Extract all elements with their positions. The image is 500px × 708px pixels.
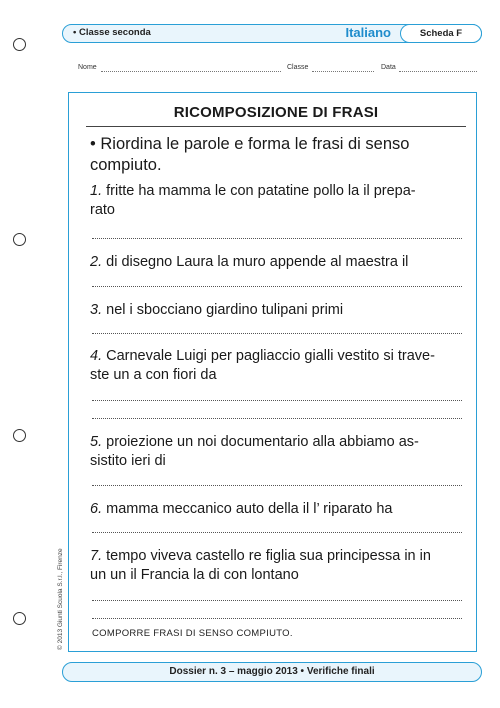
item-words: mamma meccanico auto della il l’ riparato ha	[106, 501, 393, 517]
exercise-item-5	[90, 433, 464, 471]
item-number: 1.	[90, 183, 103, 199]
item-words-cont: ste un a con fiori da	[90, 367, 217, 383]
answer-line[interactable]	[92, 286, 462, 287]
sheet-badge: Scheda F	[400, 24, 482, 43]
answer-line[interactable]	[92, 600, 462, 601]
footer-bar: Dossier n. 3 – maggio 2013 • Verifiche finali	[62, 662, 482, 682]
answer-line[interactable]	[92, 532, 462, 533]
exercise-item-1	[90, 182, 464, 220]
item-words: fritte ha mamma le con patatine pollo la il prepa-	[106, 183, 416, 199]
class-label: • Classe seconda	[73, 27, 151, 38]
item-number: 4.	[90, 348, 103, 364]
item-number: 7.	[90, 548, 103, 564]
name-field-line[interactable]	[101, 71, 281, 72]
item-words: proiezione un noi documentario alla abbiamo as-	[106, 434, 419, 450]
item-number: 5.	[90, 434, 103, 450]
item-words: Carnevale Luigi per pagliaccio gialli vestito si trave-	[106, 348, 435, 364]
copyright-text: © 2013 Giunti Scuola S.r.l., Firenze	[57, 548, 64, 650]
item-number: 6.	[90, 501, 103, 517]
answer-line[interactable]	[92, 238, 462, 239]
name-label: Nome	[78, 64, 97, 71]
answer-line[interactable]	[92, 333, 462, 334]
binder-hole-1	[13, 38, 26, 51]
header-bar	[62, 24, 482, 43]
binder-hole-4	[13, 612, 26, 625]
exercise-content	[86, 100, 466, 652]
date-label: Data	[381, 64, 396, 71]
answer-line[interactable]	[92, 418, 462, 419]
exercise-item-2	[90, 253, 464, 272]
answer-line[interactable]	[92, 618, 462, 619]
learning-objective: COMPORRE FRASI DI SENSO COMPIUTO.	[92, 628, 293, 639]
item-words: nel i sbocciano giardino tulipani primi	[106, 302, 344, 318]
exercise-item-6	[90, 500, 464, 519]
item-words: di disegno Laura la muro appende al maestra il	[106, 254, 409, 270]
exercise-item-3	[90, 301, 464, 320]
binder-hole-3	[13, 429, 26, 442]
item-words-cont: sistito ieri di	[90, 453, 166, 469]
item-words-cont: rato	[90, 202, 115, 218]
exercise-instruction: • Riordina le parole e forma le frasi di senso compiuto.	[90, 135, 410, 174]
class-field-line[interactable]	[312, 71, 374, 72]
binder-hole-2	[13, 233, 26, 246]
item-words: tempo viveva castello re figlia sua principessa in in	[106, 548, 431, 564]
answer-line[interactable]	[92, 485, 462, 486]
answer-line[interactable]	[92, 400, 462, 401]
exercise-item-4	[90, 347, 464, 385]
class-field-label: Classe	[287, 64, 309, 71]
item-number: 3.	[90, 302, 103, 318]
exercise-item-7	[90, 547, 464, 585]
item-number: 2.	[90, 254, 103, 270]
title-divider	[86, 126, 466, 127]
exercise-title: RICOMPOSIZIONE DI FRASI	[173, 104, 379, 121]
subject-title: Italiano	[345, 25, 391, 40]
date-field-line[interactable]	[399, 71, 477, 72]
item-words-cont: un un il Francia la di con lontano	[90, 567, 299, 583]
